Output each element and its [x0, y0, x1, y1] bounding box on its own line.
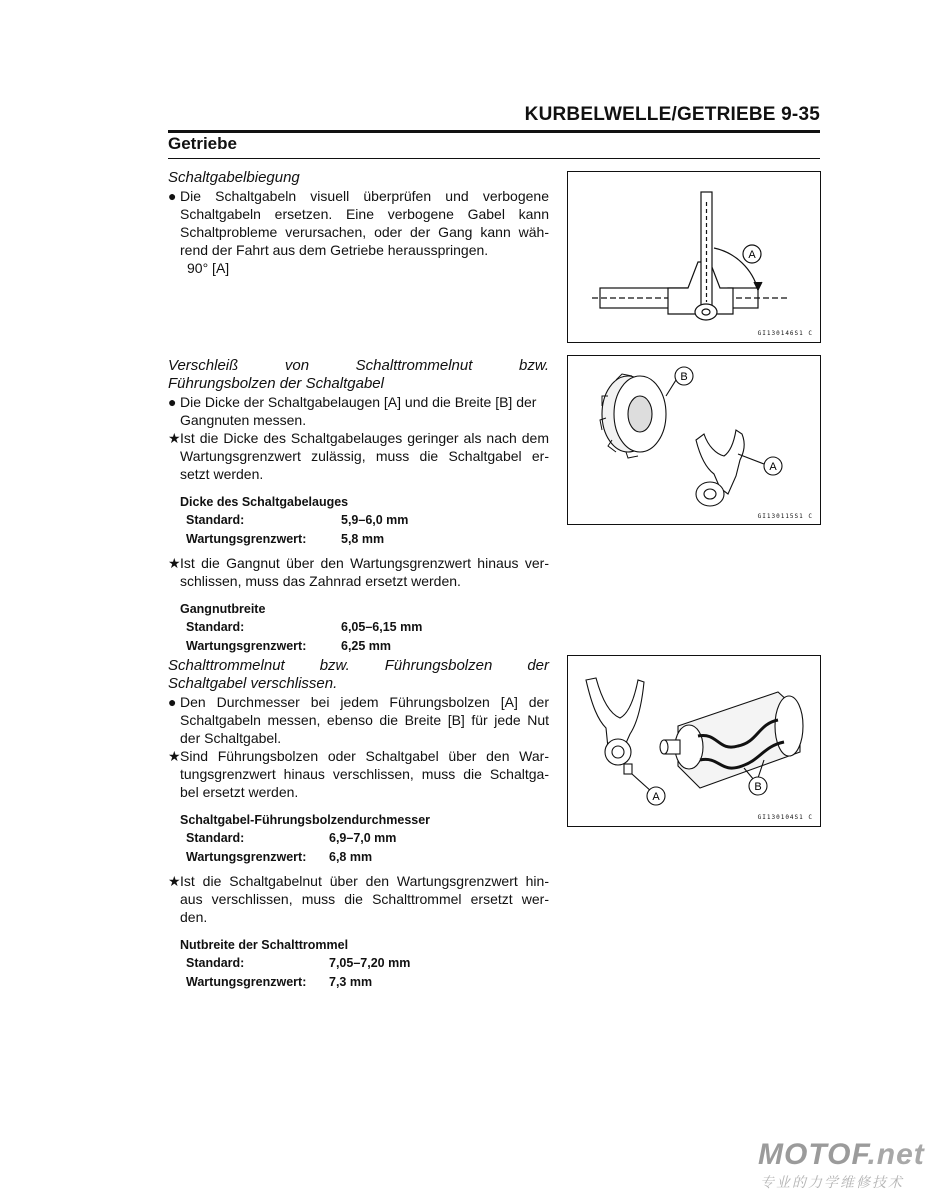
watermark-logo [758, 1138, 925, 1172]
text-line: Gangnuten messen. [180, 412, 307, 428]
spec-row-limit [168, 530, 549, 549]
text-line: Die Dicke der Schaltgabelaugen [A] und die Breite [B] der [180, 394, 537, 410]
star-marker: ★ [168, 430, 181, 446]
callout-b: B [754, 781, 762, 793]
text-line: Die Schaltgabeln visuell überprüfen und verbogene [180, 188, 549, 204]
block3-heading-line2: Schaltgabel verschlissen. [168, 675, 338, 692]
text-line: Ist die Dicke des Schaltgabelauges geringer als nach dem [180, 430, 549, 446]
section-rule [168, 158, 820, 159]
star-marker: ★ [168, 555, 181, 571]
bullet-marker: ● [168, 394, 177, 410]
watermark-tagline: 专业的力学维修技术 [760, 1174, 904, 1190]
watermark-logo-text: MOTOF [758, 1138, 868, 1171]
spec-row-limit [168, 848, 549, 867]
text-line: Sind Führungsbolzen oder Schaltgabel über den War- [180, 748, 549, 764]
text-line: bel ersetzt werden. [180, 784, 299, 800]
text-line: Schaltgabeln ersetzen. Eine verbogene Gabel kann [180, 206, 549, 222]
figure-gear-fork [567, 355, 821, 525]
figure-fork-drum [567, 655, 821, 827]
star-marker: ★ [168, 748, 181, 764]
text-line: schlissen, muss das Zahnrad ersetzt werden. [180, 573, 461, 589]
block2-star2 [168, 554, 549, 590]
figure-code: GI130104S1 C [757, 814, 813, 821]
bullet-marker: ● [168, 694, 177, 710]
block2-bullet [168, 393, 549, 429]
text-line: den. [180, 909, 208, 925]
spec-label: Wartungsgrenzwert: [186, 639, 307, 653]
callout-b: B [680, 371, 688, 383]
spec-row-limit [168, 637, 549, 656]
block-verschleiss [168, 357, 549, 656]
block2-heading-line2: Führungsbolzen der Schaltgabel [168, 375, 384, 392]
spec-title: Nutbreite der Schalttrommel [180, 938, 349, 952]
block1-angle: 90° [A] [187, 260, 230, 276]
spec-label: Wartungsgrenzwert: [186, 532, 307, 546]
text-line: Den Durchmesser bei jedem Führungsbolzen [A] der [180, 694, 549, 710]
spec-row-standard [168, 954, 549, 973]
text-line: rend der Fahrt aus dem Getriebe herausspringen. [180, 242, 489, 258]
spec-label: Wartungsgrenzwert: [186, 850, 307, 864]
bullet-marker: ● [168, 188, 177, 204]
text-line: der Schaltgabel. [180, 730, 282, 746]
text-line: Schaltgabeln messen, ebenso die Breite [B] für jede Nut [180, 712, 549, 728]
block3-star1 [168, 747, 549, 801]
block3-heading-line1: Schalttrommelnut bzw. Führungsbolzen der [168, 657, 549, 674]
page-header-title: KURBELWELLE/GETRIEBE 9-35 [524, 104, 820, 125]
block3-bullet [168, 693, 549, 747]
callout-a: A [652, 791, 660, 803]
star-marker: ★ [168, 873, 181, 889]
section-title: Getriebe [168, 134, 237, 153]
callout-a: A [748, 249, 756, 261]
block1-heading: Schaltgabelbiegung [168, 169, 300, 186]
text-line: Ist die Gangnut über den Wartungsgrenzwert hinaus ver- [180, 555, 549, 571]
spec-label: Standard: [186, 831, 245, 845]
spec-value: 6,8 mm [329, 850, 373, 864]
spec-label: Standard: [186, 956, 245, 970]
text-line: aus verschlissen, muss die Schalttrommel ersetzt wer- [180, 891, 549, 907]
figure-code: GI130115S1 C [757, 513, 813, 520]
spec-row-standard [168, 511, 549, 530]
text-line: tungsgrenzwert hinaus verschlissen, muss die Schaltga- [180, 766, 549, 782]
block1-bullet [168, 187, 549, 259]
callout-a: A [769, 461, 777, 473]
spec-title: Gangnutbreite [180, 602, 266, 616]
spec-value: 6,05–6,15 mm [341, 620, 423, 634]
text-line: Wartungsgrenzwert zulässig, muss die Schaltgabel er- [180, 448, 549, 464]
watermark-logo-suffix: .net [867, 1138, 925, 1171]
spec-value: 6,25 mm [341, 639, 392, 653]
text-line: Ist die Schaltgabelnut über den Wartungsgrenzwert hin- [180, 873, 549, 889]
spec-row-standard [168, 618, 549, 637]
spec-value: 5,8 mm [341, 532, 385, 546]
text-line: Schaltprobleme verursachen, oder der Gang kann wäh- [180, 224, 549, 240]
spec-row-limit [168, 973, 549, 992]
spec-title: Dicke des Schaltgabelauges [180, 495, 349, 509]
spec-value: 6,9–7,0 mm [329, 831, 397, 845]
spec-value: 5,9–6,0 mm [341, 513, 409, 527]
spec-value: 7,05–7,20 mm [329, 956, 411, 970]
spec-row-standard [168, 829, 549, 848]
spec-label: Wartungsgrenzwert: [186, 975, 307, 989]
block3-star2 [168, 872, 549, 926]
spec-title: Schaltgabel-Führungsbolzendurchmesser [180, 813, 431, 827]
text-line: setzt werden. [180, 466, 264, 482]
block2-star1 [168, 429, 549, 483]
block2-heading-line1: Verschleiß von Schalttrommelnut bzw. [168, 357, 549, 374]
spec-label: Standard: [186, 513, 245, 527]
header-rule [168, 130, 820, 133]
spec-value: 7,3 mm [329, 975, 373, 989]
figure-fork-bend [567, 171, 821, 343]
block-schaltgabelbiegung [168, 169, 549, 277]
block-schalttrommelnut [168, 657, 549, 992]
figure-code: GI130146S1 C [757, 330, 813, 337]
spec-label: Standard: [186, 620, 245, 634]
